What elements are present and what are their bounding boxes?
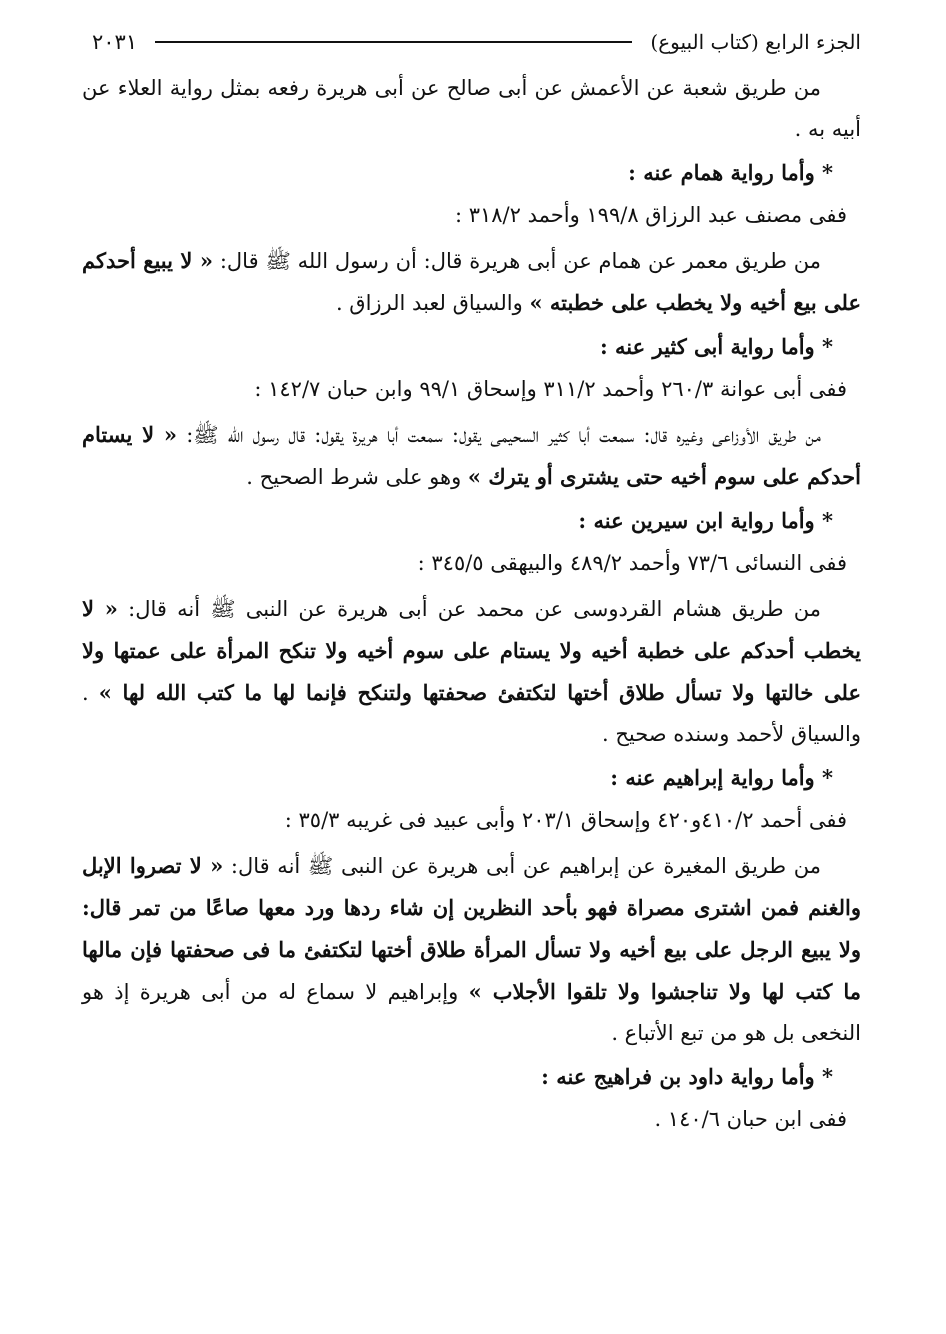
narration-text: من طريق هشام القردوسى عن محمد عن أبى هريرة عن النبى ﷺ أنه قال: xyxy=(117,597,821,621)
heading-abu-kathir: * وأما رواية أبى كثير عنه : xyxy=(599,334,833,359)
paragraph-ibn-sirin xyxy=(82,588,861,755)
heading-ibrahim: * وأما رواية إبراهيم عنه : xyxy=(610,765,833,790)
page-number: ٢٠٣١ xyxy=(92,30,138,54)
narration-note: وهو على شرط الصحيح . xyxy=(246,465,468,489)
heading-dawud: * وأما رواية داود بن فراهيج عنه : xyxy=(541,1064,833,1089)
narration-note: وإبراهيم لا سماع له من أبى هريرة إذ هو النخعى بل هو من تبع الأتباع . xyxy=(82,980,861,1045)
paragraph-shuba-route: من طريق شعبة عن الأعمش عن أبى صالح عن أبى هريرة رفعه بمثل رواية العلاء عن أبيه به . xyxy=(82,76,861,141)
narration-text: من طريق معمر عن همام عن أبى هريرة قال: أن رسول الله ﷺ قال: xyxy=(213,249,821,273)
sources-hammam: ففى مصنف عبد الرزاق ١٩٩/٨ وأحمد ٣١٨/٢ : xyxy=(454,203,847,227)
sources-dawud: ففى ابن حبان ١٤٠/٦ . xyxy=(654,1107,847,1131)
sources-ibn-sirin: ففى النسائى ٧٣/٦ وأحمد ٤٨٩/٢ والبيهقى ٣٤٥/٥ : xyxy=(417,551,847,575)
header-rule xyxy=(155,41,632,43)
hadith-quote: « لا يبيع أحدكم على بيع أخيه ولا يخطب على خطبته » xyxy=(82,248,861,315)
paragraph-abu-kathir xyxy=(82,414,861,498)
heading-ibn-sirin: * وأما رواية ابن سيرين عنه : xyxy=(578,508,833,533)
hadith-quote: « لا يخطب أحدكم على خطبة أخيه ولا يستام على سوم أخيه ولا تنكح المرأة على عمتها ولا على خالتها ولا تسأل طلاق أختها لتكتفئ صحفتها ولتنكح فإنما لها ما كتب الله لها » xyxy=(82,596,861,705)
running-title: الجزء الرابع (كتاب البيوع) xyxy=(650,30,861,54)
page-header xyxy=(92,22,861,62)
heading-hammam: * وأما رواية همام عنه : xyxy=(628,160,833,185)
narration-text: من طريق المغيرة عن إبراهيم عن أبى هريرة عن النبى ﷺ أنه قال: xyxy=(223,854,822,878)
hadith-quote: « لا تصروا الإبل والغنم فمن اشترى مصراة فهو بأحد النظرين إن شاء ردها ورد معها صاعًا من تمر قال: ولا يبيع الرجل على بيع أخيه ولا تسأل المرأة طلاق أختها لتكتفئ ما فى صحفتها فإن مالها ما كتب لها ولا تناجشوا ولا تلقوا الأجلاب » xyxy=(82,853,861,1004)
narration-note: . والسياق لأحمد وسنده صحيح . xyxy=(82,681,861,746)
paragraph-hammam xyxy=(82,240,861,324)
sources-ibrahim: ففى أحمد ٤١٠/٢و٤٢٠ وإسحاق ٢٠٣/١ وأبى عبيد فى غريبه ٣٥/٣ : xyxy=(284,808,847,832)
page-body xyxy=(82,68,861,1144)
sources-abu-kathir: ففى أبى عوانة ٢٦٠/٣ وأحمد ٣١١/٢ وإسحاق ٩٩/١ وابن حبان ١٤٢/٧ : xyxy=(254,377,847,401)
narration-note: والسياق لعبد الرزاق . xyxy=(335,291,530,315)
paragraph-ibrahim xyxy=(82,845,861,1054)
narration-text: من طريق الأوزاعى وغيره قال: سمعت أبا كثير السحيمى يقول: سمعت أبا هريرة يقول: قال رسول الله ﷺ: xyxy=(177,423,821,447)
hadith-quote: « لا يستام أحدكم على سوم أخيه حتى يشترى أو يترك » xyxy=(82,422,861,489)
